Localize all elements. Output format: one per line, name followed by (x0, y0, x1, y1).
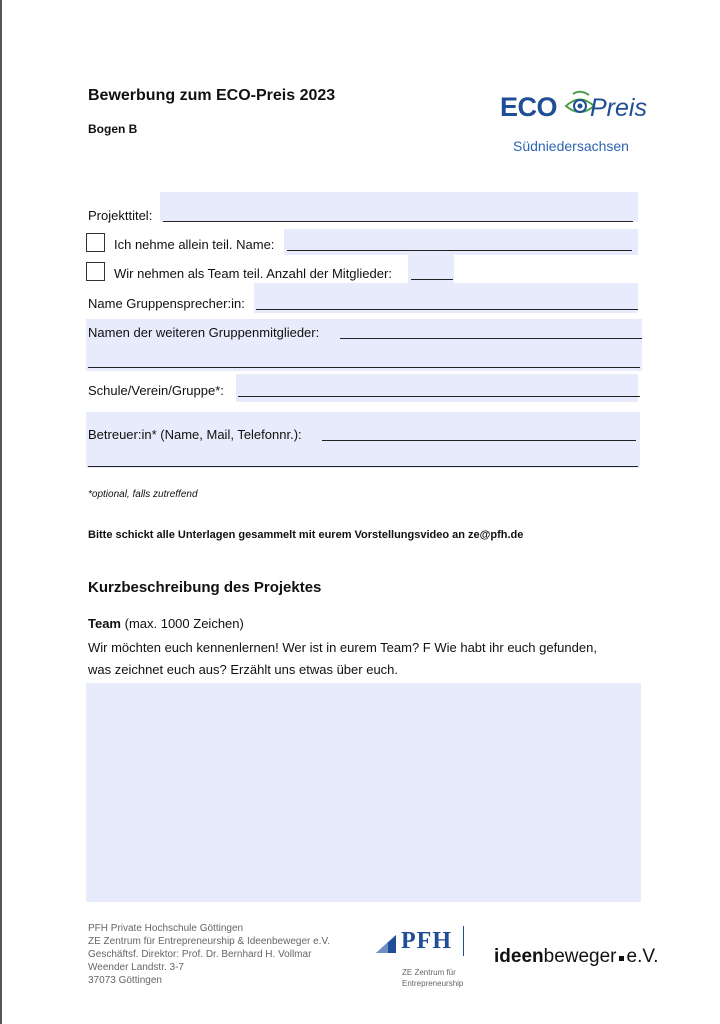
footer-address (88, 922, 330, 987)
betreuer-underline-1 (322, 440, 636, 441)
projekttitel-underline (163, 221, 633, 222)
team-label-bold: Team (88, 616, 121, 631)
footer-address-line: PFH Private Hochschule Göttingen (88, 923, 244, 934)
footer-address-line: ZE Zentrum für Entrepreneurship & Ideenbeweger e.V. (88, 936, 330, 947)
allein-name-field[interactable] (284, 229, 638, 255)
eco-preis-logo (500, 82, 660, 162)
schule-field[interactable] (236, 374, 638, 402)
pfh-sub-1: ZE Zentrum für (402, 968, 456, 977)
team-hint: (max. 1000 Zeichen) (121, 616, 244, 631)
schule-label: Schule/Verein/Gruppe*: (88, 383, 224, 398)
projekttitel-label: Projekttitel: (88, 208, 153, 223)
gruppenmitglieder-label: Namen der weiteren Gruppenmitglieder: (88, 325, 320, 340)
gruppenmitglieder-underline-2 (88, 367, 640, 368)
submission-instruction: Bitte schickt alle Unterlagen gesammelt mit eurem Vorstellungsvideo an ze@pfh.de (88, 529, 524, 541)
page-subtitle: Bogen B (88, 122, 138, 136)
gruppensprecher-label: Name Gruppensprecher:in: (88, 296, 245, 311)
ideen-dot-icon (619, 956, 624, 961)
team-underline (411, 279, 453, 280)
footer-address-line: 37073 Göttingen (88, 975, 162, 986)
betreuer-label: Betreuer:in* (Name, Mail, Telefonnr.): (88, 427, 302, 442)
pfh-logo (376, 926, 476, 992)
pfh-divider (463, 926, 464, 956)
team-label: Wir nehmen als Team teil. Anzahl der Mitglieder: (114, 266, 392, 281)
team-checkbox[interactable] (86, 262, 105, 281)
betreuer-underline-2 (88, 466, 638, 467)
footer-address-line: Geschäftsf. Direktor: Prof. Dr. Bernhard H. Vollmar (88, 949, 312, 960)
team-description-line-1: Wir möchten euch kennenlernen! Wer ist in eurem Team? F Wie habt ihr euch gefunden, (88, 640, 597, 655)
ideenbeweger-logo (494, 946, 659, 968)
logo-eco-text: ECO (500, 92, 558, 122)
pfh-logo-text: PFH (401, 928, 452, 954)
ideen-ev: e.V. (626, 946, 659, 967)
gruppensprecher-underline (256, 309, 638, 310)
allein-label: Ich nehme allein teil. Name: (114, 237, 275, 252)
footer-address-line: Weender Landstr. 3-7 (88, 962, 184, 973)
page-edge (0, 0, 2, 1024)
gruppenmitglieder-underline-1 (340, 338, 642, 339)
allein-underline (287, 250, 632, 251)
team-description-textarea[interactable] (86, 683, 641, 902)
pfh-mark-icon (376, 935, 396, 958)
page-title: Bewerbung zum ECO-Preis 2023 (88, 87, 336, 104)
logo-preis-text: Preis (590, 94, 647, 122)
pfh-sub-2: Entrepreneurship (402, 979, 464, 988)
team-heading (88, 616, 244, 632)
allein-checkbox[interactable] (86, 233, 105, 252)
projekttitel-field[interactable] (160, 192, 638, 222)
logo-region-text: Südniedersachsen (513, 138, 629, 154)
schule-underline (238, 396, 640, 397)
section-heading: Kurzbeschreibung des Projektes (88, 579, 322, 596)
optional-note: *optional, falls zutreffend (88, 489, 198, 500)
team-description-line-2: was zeichnet euch aus? Erzählt uns etwas über euch. (88, 662, 399, 677)
ideen-bold: ideen (494, 946, 544, 967)
ideen-rest: beweger (543, 946, 617, 967)
